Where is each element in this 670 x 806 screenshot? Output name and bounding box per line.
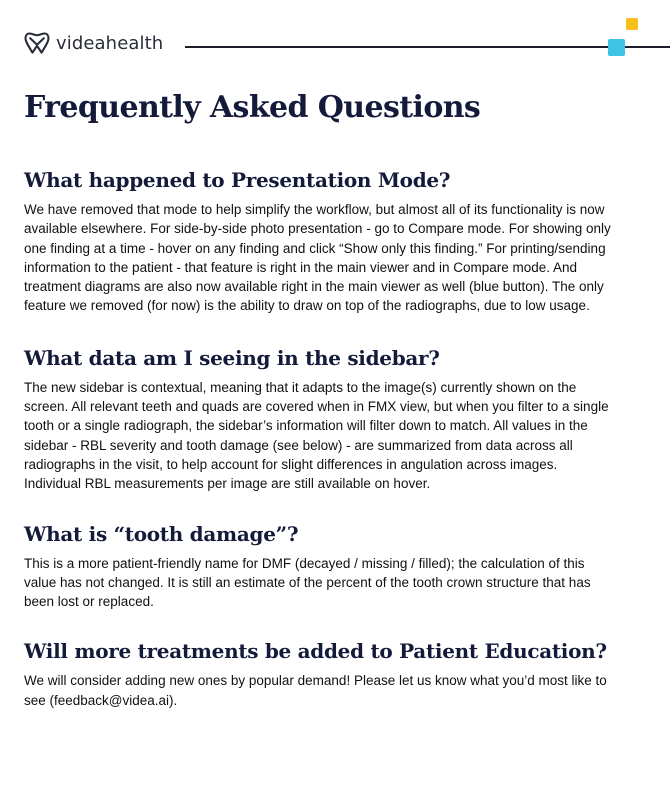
page-title: Frequently Asked Questions xyxy=(24,90,481,125)
faq-section-presentation-mode xyxy=(24,166,614,316)
yellow-square-decoration xyxy=(626,18,638,30)
header-divider xyxy=(185,46,670,48)
faq-question: Will more treatments be added to Patient Education? xyxy=(24,639,607,664)
faq-question: What is “tooth damage”? xyxy=(24,521,299,546)
faq-section-sidebar-data xyxy=(24,344,614,494)
faq-section-tooth-damage xyxy=(24,520,614,612)
cyan-square-decoration xyxy=(608,39,625,56)
brand-name: videahealth xyxy=(56,32,164,54)
page-header xyxy=(0,0,670,70)
faq-answer: We have removed that mode to help simplify the workflow, but almost all of its functionality is now available elsewhere. For side-by-side photo presentation - go to Compare mode. For showing only one finding at a time - hover on any finding and click “Show only this finding.” For printing/sending information to the patient - that feature is right in the main viewer and in Compare mode. And treatment diagrams are also now available right in the main viewer as well (blue button). The only feature we removed (for now) is the ability to draw on top of the radiographs, due to low usage. xyxy=(24,202,611,314)
videahealth-tooth-logo-icon xyxy=(24,30,50,56)
faq-section-patient-education xyxy=(24,637,614,710)
faq-content xyxy=(24,88,614,738)
faq-answer: The new sidebar is contextual, meaning that it adapts to the image(s) currently shown on the screen. All relevant teeth and quads are covered when in FMX view, but when you filter to a single tooth or a single radiograph, the sidebar’s information will filter down to match. All values in the sidebar - RBL severity and tooth damage (see below) - are summarized from data across all radiographs in the visit, to help account for slight differences in angulation across images. Individual RBL measurements per image are still available on hover. xyxy=(24,379,609,492)
faq-question: What data am I seeing in the sidebar? xyxy=(24,345,440,370)
faq-answer: This is a more patient-friendly name for DMF (decayed / missing / filled); the calculation of this value has not changed. It is still an estimate of the percent of the tooth crown structure that has been lost or replaced. xyxy=(24,555,591,610)
brand-logo[interactable] xyxy=(24,30,163,56)
faq-question: What happened to Presentation Mode? xyxy=(24,168,451,192)
faq-answer: We will consider adding new ones by popular demand! Please let us know what you’d most like to see (feedback@videa.ai). xyxy=(24,673,607,708)
